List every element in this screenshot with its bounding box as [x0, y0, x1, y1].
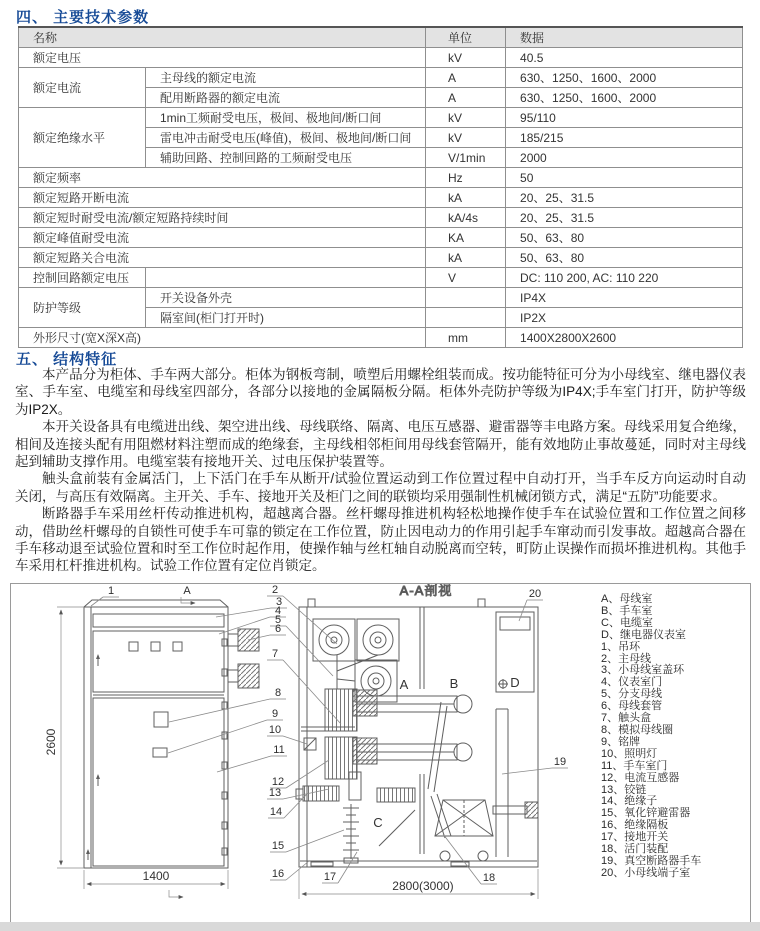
section-view: [296, 584, 538, 867]
section5-title: 五、 结构特征: [16, 351, 118, 368]
table-row: [19, 328, 743, 348]
table-cell: A: [426, 68, 506, 88]
callout-number: 3: [275, 596, 283, 608]
legend-item: D、继电器仪表室: [601, 628, 686, 641]
table-row: [19, 108, 743, 128]
dimension-depth: 2800(3000): [392, 879, 454, 893]
callout-leader: [91, 597, 103, 606]
legend-item: 13、铰链: [601, 783, 647, 796]
legend-item: 12、电流互感器: [601, 771, 680, 784]
callout-number: 18: [482, 872, 496, 884]
legend-item: 20、小母线端子室: [601, 866, 691, 879]
table-cell: 20、25、31.5: [506, 188, 743, 208]
table-cell: kA: [426, 188, 506, 208]
front-view: [84, 600, 259, 868]
lifting-lug: [478, 599, 485, 607]
table-cell: 配用断路器的额定电流: [146, 88, 426, 108]
specs-table-body: [19, 48, 743, 348]
table-cell: kA/4s: [426, 208, 506, 228]
parts-legend: [601, 594, 747, 880]
table-cell: 雷电冲击耐受电压(峰值)，极间、极地间/断口间: [146, 128, 426, 148]
table-cell: 防护等级: [19, 288, 146, 328]
callout-number: 7: [271, 648, 279, 660]
wall-bushing: [377, 788, 415, 802]
surge-arrester: [343, 804, 359, 863]
header-data: 数据: [506, 27, 743, 48]
callout-number: 14: [269, 806, 283, 818]
callout-number: 19: [553, 756, 567, 768]
table-header-row: [19, 27, 743, 48]
table-cell: 40.5: [506, 48, 743, 68]
indicator-window: [173, 642, 182, 651]
callout-leader: [286, 861, 309, 880]
section-mark-letter: A: [183, 585, 191, 597]
legend-item: 19、真空断路器手车: [601, 854, 702, 867]
table-cell: kV: [426, 128, 506, 148]
legend-item: 7、触头盒: [601, 712, 652, 725]
callout-number: 6: [274, 623, 282, 635]
indicator-window: [151, 642, 160, 651]
structure-paragraphs: [15, 366, 746, 575]
specs-table: [18, 26, 743, 348]
table-cell: [146, 268, 426, 288]
callout-leader: [283, 596, 337, 644]
legend-item: A、母线室: [601, 593, 653, 605]
callout-number: 15: [271, 840, 285, 852]
legend-item: 17、接地开关: [601, 831, 669, 844]
bus-bushing: [238, 664, 259, 688]
callout-number: 2: [271, 584, 279, 596]
table-row: [19, 68, 743, 88]
table-cell: 额定频率: [19, 168, 426, 188]
body-paragraph: 触头盒前装有金属活门，上下活门在手车从断开/试验位置运动到工作位置过程中自动打开，当手车反方向运动时自动关闭，与高压有效隔离。主开关、手车、接地开关及柜门之间的联锁均采用强制性机械闭锁方式，满足“五防”功能要求。: [15, 471, 746, 504]
callout-leader: [216, 608, 271, 617]
callout-leader: [519, 600, 527, 621]
table-row: [19, 168, 743, 188]
nameplate: [153, 748, 167, 757]
region-label: A: [399, 677, 409, 692]
table-cell: 1400X2800X2600: [506, 328, 743, 348]
callout-leader: [286, 626, 333, 676]
table-cell: 额定短路关合电流: [19, 248, 426, 268]
lifting-lug: [308, 599, 315, 607]
legend-item: C、电缆室: [601, 616, 653, 629]
callout-number: 20: [528, 588, 542, 600]
table-row: [19, 288, 743, 308]
table-cell: 额定峰值耐受电流: [19, 228, 426, 248]
table-cell: 额定电流: [19, 68, 146, 108]
legend-item: 9、铭牌: [601, 735, 641, 748]
legend-item: 4、仪表室门: [601, 676, 663, 689]
header-name: 名称: [19, 27, 426, 48]
table-cell: 控制回路额定电压: [19, 268, 146, 288]
callout-leader: [168, 720, 267, 753]
table-row: [19, 228, 743, 248]
table-row: [19, 268, 743, 288]
table-cell: 50: [506, 168, 743, 188]
header-unit: 单位: [426, 27, 506, 48]
callout-leader: [217, 756, 271, 772]
table-row: [19, 208, 743, 228]
table-cell: 额定短时耐受电流/额定短路持续时间: [19, 208, 426, 228]
callout-number: 4: [274, 605, 282, 617]
table-cell: 50、63、80: [506, 228, 743, 248]
legend-item: 18、活门装配: [601, 843, 669, 856]
table-cell: 630、1250、1600、2000: [506, 68, 743, 88]
callout-leader: [286, 830, 344, 852]
dimension-height: 2600: [44, 728, 58, 756]
small-busbar-chamber: [93, 614, 224, 627]
front-view-dimensions: [44, 585, 228, 897]
table-cell: 额定电压: [19, 48, 426, 68]
table-cell: 185/215: [506, 128, 743, 148]
region-label: D: [510, 675, 520, 690]
section-view-title: A-A剖视: [399, 584, 453, 598]
callout-leader: [283, 736, 307, 744]
section4-title: 四、 主要技术参数: [16, 9, 150, 26]
cabinet-outline: [84, 607, 228, 868]
table-cell: Hz: [426, 168, 506, 188]
region-label: C: [373, 815, 383, 830]
table-row: [19, 248, 743, 268]
legend-item: 14、绝缘子: [601, 795, 658, 808]
legend-item: 5、分支母线: [601, 688, 663, 701]
table-row: [19, 48, 743, 68]
table-cell: 额定绝缘水平: [19, 108, 146, 168]
region-label: B: [449, 676, 459, 691]
table-cell: 主母线的额定电流: [146, 68, 426, 88]
callout-number: 9: [271, 708, 279, 720]
callout-number: 8: [274, 687, 282, 699]
table-cell: kV: [426, 108, 506, 128]
table-cell: IP4X: [506, 288, 743, 308]
breaker-handcart: [435, 709, 538, 861]
table-cell: 开关设备外壳: [146, 288, 426, 308]
table-cell: 额定短路开断电流: [19, 188, 426, 208]
table-cell: kA: [426, 248, 506, 268]
table-cell: A: [426, 88, 506, 108]
table-cell: kV: [426, 48, 506, 68]
callout-number: 17: [323, 871, 337, 883]
cabinet-roof: [84, 600, 228, 607]
table-cell: mm: [426, 328, 506, 348]
table-cell: [426, 288, 506, 308]
table-row: [19, 188, 743, 208]
body-paragraph: 断路器手车采用丝杆传动推进机构，超越离合器。丝杆螺母推进机构轻松地操作使手车在试验位置和工作位置之间移动，借助丝杆螺母的自锁性可使手车可靠的锁定在工作位置，防止因电动力的作用引起手车窜动而引发事故。超越高合器在手车移动退至试验位置和时至工作位时起作用，使操作轴与丝杠轴自动脱离而空转，町防止误操作而损坏推进机构。其他手车采用杠杆推进机构。试验工作位置有定位肖锁定。: [15, 506, 746, 574]
callout-number: 10: [268, 724, 282, 736]
legend-item: 11、手车室门: [601, 759, 668, 772]
table-cell: V/1min: [426, 148, 506, 168]
table-cell: IP2X: [506, 308, 743, 328]
legend-item: 8、模拟母线圈: [601, 723, 674, 736]
table-cell: 外形尺寸(宽X深X高): [19, 328, 426, 348]
table-cell: 50、63、80: [506, 248, 743, 268]
legend-item: 2、主母线: [601, 652, 652, 665]
current-transformer: [325, 737, 357, 779]
table-cell: 2000: [506, 148, 743, 168]
callout-number: 13: [268, 787, 282, 799]
legend-item: B、手车室: [601, 604, 653, 617]
body-paragraph: 本产品分为柜体、手车两大部分。柜体为钢板弯制，喷塑后用螺栓组装而成。按功能特征可分为小母线室、继电器仪表室、手车室、电缆室和母线室四部分，各部分以接地的金属隔板分隔。柜体外壳防护等级为IP4X;手车室门打开，防护等级为IP2X。: [15, 367, 746, 417]
handcart-door: [93, 698, 224, 866]
callout-number: 12: [271, 776, 285, 788]
table-cell: KA: [426, 228, 506, 248]
legend-item: 1、吊环: [601, 640, 641, 653]
dimension-width: 1400: [142, 869, 170, 883]
callout-number: 11: [273, 744, 285, 756]
legend-item: 10、照明灯: [601, 747, 658, 760]
current-transformer: [325, 689, 357, 731]
body-paragraph: 本开关设备具有电缆进出线、架空进出线、母线联络、隔离、电压互感器、避雷器等丰电路方案。母线采用复合绝缘，相间及连接头配有用阻燃材料注塑而成的绝缘套，主母线相邻柜间用母线套管隔开，能有效地防止事故蔓延，同时对主母线起到辅助支撑作用。电缆室装有接地开关、过电压保护装置等。: [15, 419, 746, 470]
drawing-panel: [10, 583, 751, 923]
callout-number: 5: [274, 614, 282, 626]
table-cell: 辅助回路、控制回路的工频耐受电压: [146, 148, 426, 168]
callout-leader: [502, 768, 552, 774]
legend-item: 15、氧化锌避雷器: [601, 807, 691, 820]
table-cell: 1min工频耐受电压，极间、极地间/断口间: [146, 108, 426, 128]
legend-item: 3、小母线室盖环: [601, 664, 685, 677]
table-cell: V: [426, 268, 506, 288]
table-cell: 隔室间(柜门打开时): [146, 308, 426, 328]
callout-number: 16: [271, 868, 285, 880]
small-bus-terminal-box: [500, 617, 530, 630]
indicator-window: [129, 642, 138, 651]
legend-item: 6、母线套管: [601, 700, 663, 713]
callout-leader: [169, 699, 270, 722]
instrument-door: [93, 631, 224, 692]
breaker-poles: [353, 690, 472, 764]
table-cell: 95/110: [506, 108, 743, 128]
table-cell: DC: 110 200, AC: 110 220: [506, 268, 743, 288]
mimic-bus-panel: [154, 712, 168, 727]
page-edge: [0, 922, 760, 931]
table-cell: [426, 308, 506, 328]
table-cell: 20、25、31.5: [506, 208, 743, 228]
table-cell: 630、1250、1600、2000: [506, 88, 743, 108]
legend-item: 16、绝缘隔板: [601, 819, 669, 832]
callout-number: 1: [107, 585, 115, 597]
